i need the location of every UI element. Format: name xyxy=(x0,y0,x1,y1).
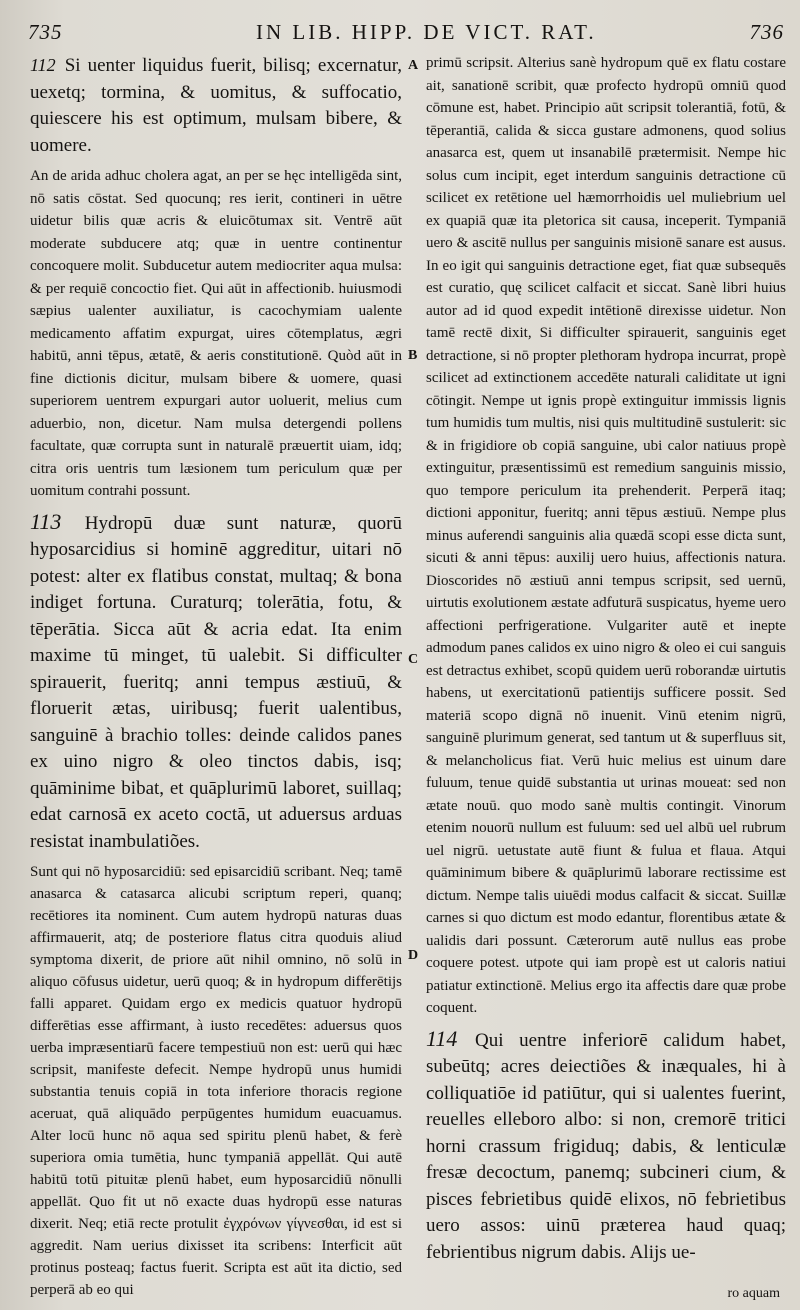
margin-letter-d: D xyxy=(408,948,419,963)
section-number-112: 112 xyxy=(30,55,56,75)
commentary-113-continued: primū scripsit. Alterius sanè hydropum quē ex flatu costare ait, sanationē scribit, quæ profecto hydropū omniū quod cōmune est, habet. Principio aūt scripsit tolerantiā, fotū, & tēperantiā, calida & sicca gustare admonens, quod solius anasarca est, quem ut insanabilē prætermisit. Nempe hic solus cum incipit, eget interdum sanguinis detractione cū scilicet ex retētione uel hæmorrhoidis uel muliebrium uel ex quapiā quæ ita pletorica sit causa, inceperit. Tympaniā uero & ascitē nullus per sanguinis misionē sanare est ausus. In eo igit qui sanguinis detractione eget, fiat quæ subsequēs est curatio, quę scilicet calfacit et siccat. Sanè libri huius autor ad id quod expedit intētionē direxisse uidetur. Non tamē rectē dixit, Si difficulter spirauerit, sanguinis eget detractione, si nō propter plethoram hydropa incurrat, propè scilicet ad extinctionem accedēte naturali caliditate ut igni cōtingit. Nempe ut ignis propè extinguitur immissis lignis tum humidis tum multis, nisi quis multitudinē sustulerit: sic & in frigidiore ob copiā sanguine, ubi calor natiuus propè extinguitur, præsentissimū est remedium sanguinis missio, quo tempore periculum ita prehenderit. Perperā itaq; dictioni apponitur, fueritq; anni tēpus æstiuū. Nempe plus minus auferendi sanguinis alia quædā scopi esse dicta sunt, sicuti & anni tēpus: auxilij uero huius, affectionis natura. Dioscorides nō æstiuū anni tempus scripsit, sed uernū, uirtutis exolutionem æstate adfuturā suspicatus, hyeme uero affectioni perfrigeratione. Vulgariter autē et inepte admodum panes calidos ex uino nigro & oleo ei cui sanguis est detractus exhibet, scopū quidem uerū roborandæ uirtutis habens, ut exercitationū patientijs sufficere possit. Sed materiā scopo dignā nō inuenit. Vinū etenim nigrū, sanguinē plurimum generat, sed tantum ut & superfluus sit, & melancholicus fiat. Verū huic melius est uinum dare fuluum, tenue quidē substantia ut urinas moueat: sed non ætate nouū. quo modo sanè multis contingit. Vinorum etenim nouorū nullum est fuluum: sed uel albū uel rubrum uel nigrū. uetustate autē fiunt & fulua et flaua. Atqui quāminimum bibere & quāplurimū laborare rectissime est dictum. Nempe talis uiuēdi modus calfacit & siccat. Suillæ carnes si quo dictum est modo edantur, florentibus ætate & ualidis dari possunt. Cæterorum autē nullus eas probe coquere potest. utpote qui iam propè est ut caloris natiui patiatur extinctionē. Melius ergo ita affectis dare quæ probe coquent. xyxy=(426,55,786,1016)
commentary-112: An de arida adhuc cholera agat, an per se hęc intelligēda sint, nō satis cōstat. Sed quocunq; res ierit, contineri in uētre uidetur bilis quæ acris & eluicōtumax sit. Ventrē aūt moderate subducere atq; quæ in uentre continentur concoquere molit. Subducetur autem mediocriter aqua mulsa: & per requiē concoctio fiet. Qui aūt in affectionib. huiusmodi sæpius ualenter auxiliatur, is cacochymiam ualente medicamento affatim expurgat, uires cōtemplatus, ægri habitū, anni tēpus, ætatē, & aeris constitutionē. Quòd aūt in fine dictionis dicitur, mulsam bibere & uomere, quasi superiorem uentrem expurgari autor uoluerit, melius cum aduerbio, non, dicetur. Nam mulsa detergendi pollens facultate, quæ corrupta sunt in naturalē præuertit uiam, idq; citra oris uentris tum læsionem tum periculum quæ per uomitum contrahi possunt. xyxy=(30,168,402,499)
page-number-right: 736 xyxy=(749,20,784,44)
section-112-text: Si uenter liquidus fuerit, bilisq; excernatur, uexetq; tormina, & uomitus, & suffocatio, quiescere his est optimum, mulsam bibere, & uomere. xyxy=(30,55,403,156)
left-column xyxy=(30,52,402,1301)
section-number-113: 113 xyxy=(30,508,62,534)
catchword: ro aquam xyxy=(727,1286,780,1301)
section-114-text: Qui uentre inferiorē calidum habet, subeūtq; acres deiectiões & inæquales, hi à colliquatiōe id patiūtur, qui si ualentes fuerint, reuelles elleboro albo: si non, cremorē tritici horni crassum frigiduq; dabis, & lenticulæ fresæ decoctum, panemq; subcineri cium, & pisces febrietibus quidē elixos, nō febrietibus uero assos: uinū præterea haud quaq; febrientibus nigrum dabis. Alijs ue- xyxy=(426,1029,787,1263)
margin-letter-b: B xyxy=(408,348,418,363)
section-113-text: Hydropū duæ sunt naturæ, quorū hyposarcidius si hominē aggreditur, uitari nō potest: alter ex flatibus constat, multaq; & bona indiget fortuna. Curaturq; tolerātia, fotu, & tēperātia. Sicca aūt & acria edat. Ita enim maxime tū minget, tū ualebit. Si difficulter spirauerit, fueritq; anni tempus æstiuū, & floruerit ætas, uiribusq; fuerit ualentibus, sanguinē à brachio tolles: deinde calidos panes ex uino nigro & oleo tinctos dabis, isq; quāminime bibat, et quāplurimū laboret, suillaq; edat carnosā ex aceto coctā, ut aduersus arduas resistat inambulatiões. xyxy=(30,512,402,852)
running-header xyxy=(28,20,784,46)
right-column xyxy=(426,52,786,1266)
section-number-114: 114 xyxy=(426,1025,458,1051)
section-113 xyxy=(30,509,402,856)
page-number-left: 735 xyxy=(28,20,63,44)
margin-letter-c: C xyxy=(408,652,419,667)
section-112 xyxy=(30,52,402,159)
margin-gutter xyxy=(403,48,425,1298)
commentary-113: Sunt qui nō hyposarcidiū: sed episarcidiū scribant. Neq; tamē anasarca & catasarca alicubi scriptum reperi, quanq; recētiores ita nominent. Cum autem hydropū naturas duas affirmauerit, atq; de posteriore flatus citra quoduis aliud symptoma dixerit, de priore aūt nihil omnino, nō solū in aliquo cōfusus uidetur, uerū quoq; & in hydropum differētijs falli apparet. Quidam ergo ex medicis quatuor hydropū differētias esse affirmant, à iusto recedētes: aduersus quos uerba impræsentiarū facere tempestiuū non est: uerū qui hæc scripsit, manifeste defecit. Nempe hydropū unus humidi substantia tenuis copiā in tota inferiore thoracis regione aceruat, quā aliquādo perpūgentes humidum euacuamus. Alter locū hunc nō aqua sed spiritu plenū habet, & ferè superiora omia tumētia, hunc tympaniā appellāt. Qui autē habitū totū pituitæ plenū habet, eum hyposarcidiū nōnulli appellāt. Quo fit ut nō exacte duas hydropū esse naturas dixerit. Neq; etiā recte protulit ἐγχρόνων γίγνεσθαι, id est si aggredit. Nam uerius dixisset ita scribens: Interficit aūt protinus posteaq; factus fuerit. Scripta est aūt ita dictio, sed perperā ab eo qui xyxy=(30,864,402,1298)
section-114 xyxy=(426,1026,786,1267)
running-title: IN LIB. HIPP. DE VICT. RAT. xyxy=(256,20,597,44)
margin-letter-a: A xyxy=(408,58,419,73)
